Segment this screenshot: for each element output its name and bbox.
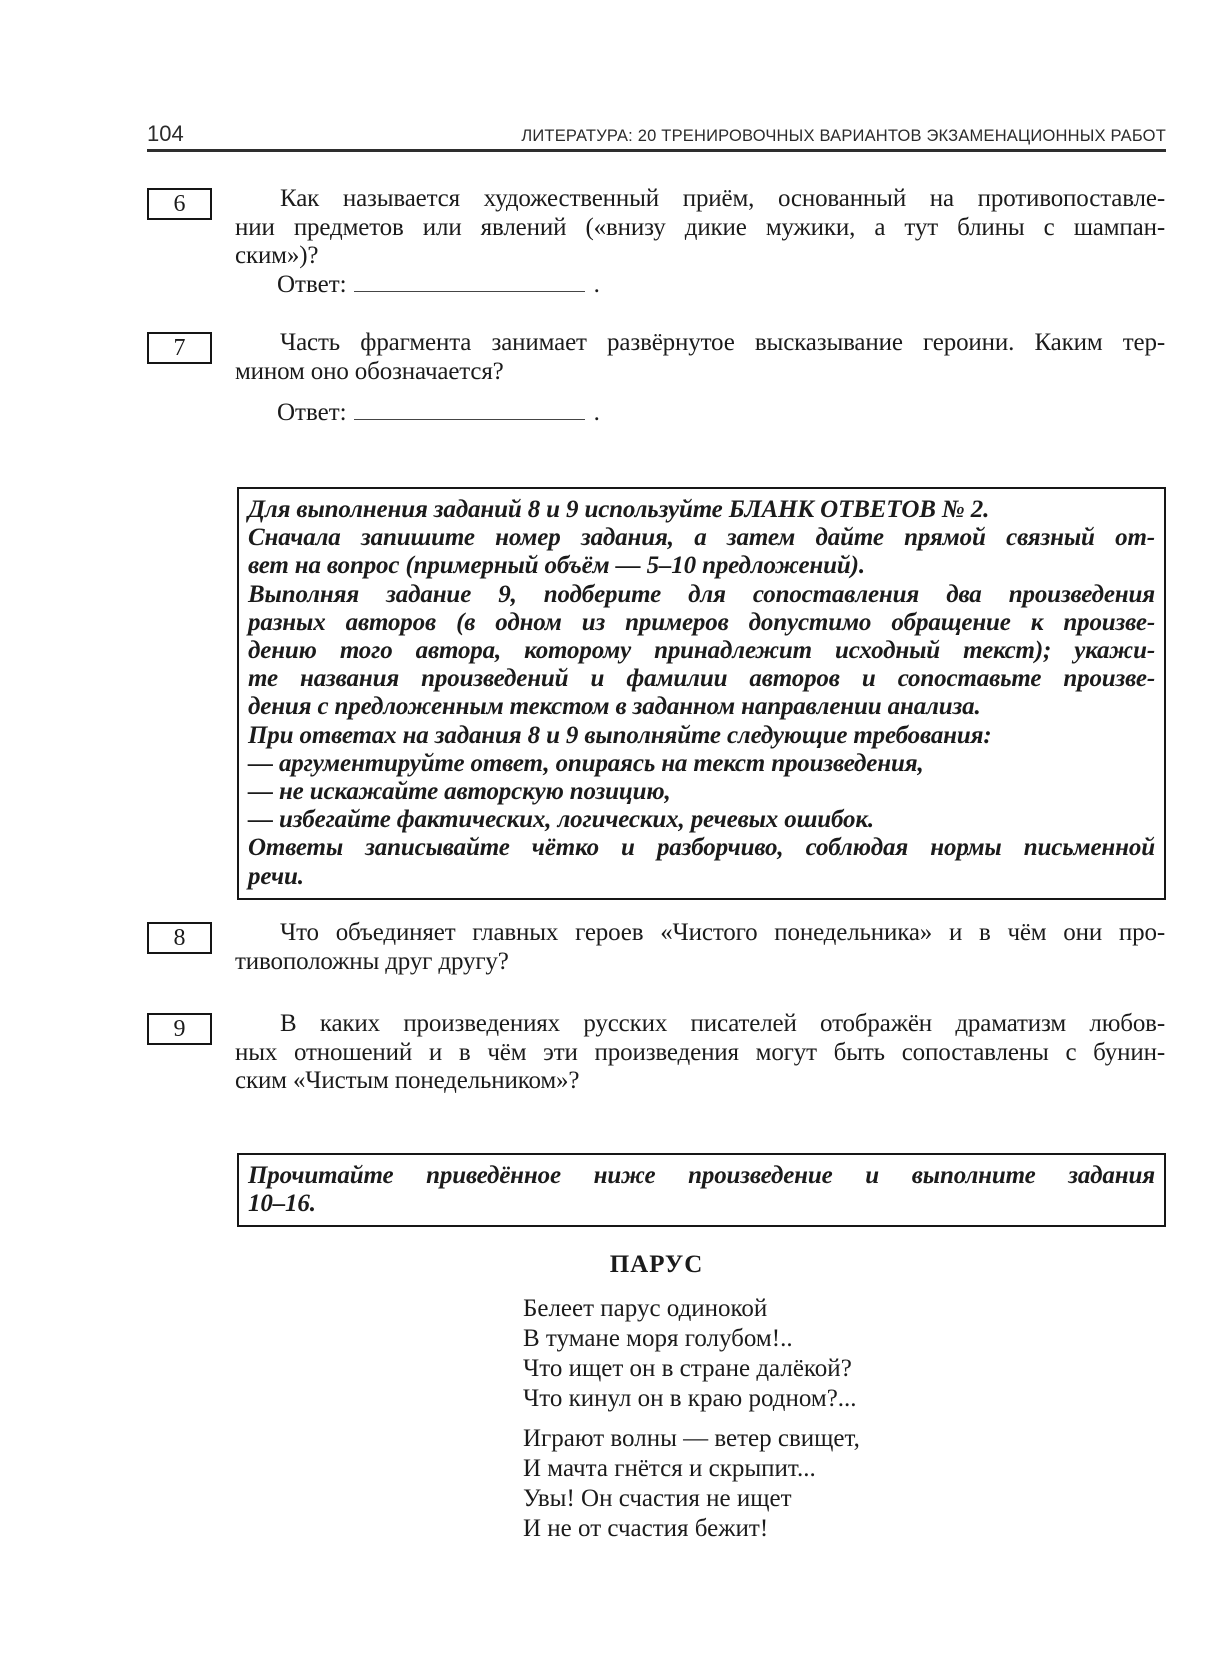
read-work-instructions-box xyxy=(237,1153,1166,1227)
instruction-line: разных авторов (в одном из примеров допустимо обращение к произве- xyxy=(248,608,1155,636)
instruction-line: — избегайте фактических, логических, речевых ошибок. xyxy=(248,806,874,834)
instruction-line: вет на вопрос (примерный объём — 5–10 предложений). xyxy=(248,552,865,580)
page-number: 104 xyxy=(147,121,184,146)
poem-stanza-2 xyxy=(523,1424,860,1544)
instruction-line: дения с предложенным текстом в заданном направлении анализа. xyxy=(248,693,981,721)
instruction-line: Прочитайте приведённое ниже произведение и выполните задания xyxy=(248,1162,1155,1189)
question-number-box xyxy=(147,922,212,954)
instruction-line: те названия произведений и фамилии авторов и сопоставьте произве- xyxy=(248,665,1155,693)
question-number: 8 xyxy=(173,924,186,951)
question-number-box xyxy=(147,332,212,364)
question-number: 6 xyxy=(173,190,186,217)
poem-stanza-1 xyxy=(523,1294,860,1414)
answer-instructions-box xyxy=(237,487,1166,900)
question-number-box xyxy=(147,188,212,220)
question-line: Часть фрагмента занимает развёрнутое высказывание героини. Каким тер- xyxy=(280,329,1165,356)
question-line: ским «Чистым понедельником»? xyxy=(235,1067,580,1094)
poem xyxy=(523,1294,860,1544)
poem-line: Белеет парус одинокой xyxy=(523,1295,768,1322)
question-number-box xyxy=(147,1013,212,1045)
header-divider xyxy=(147,149,1166,152)
instruction-line: Выполняя задание 9, подберите для сопоставления два произведения xyxy=(248,580,1155,608)
answer-period: . xyxy=(593,399,600,426)
question-line: ским»)? xyxy=(235,242,319,269)
poem-line: Увы! Он счастия не ищет xyxy=(523,1485,792,1512)
poem-line: В тумане моря голубом!.. xyxy=(523,1325,793,1352)
answer-blank-line xyxy=(354,275,585,292)
question-line: Как называется художественный приём, основанный на противопоставле- xyxy=(280,185,1165,212)
question-8-text xyxy=(235,919,1165,976)
question-line: нии предметов или явлений («внизу дикие мужики, а тут блины с шампан- xyxy=(235,213,1165,241)
instruction-line: дению того автора, которому принадлежит исходный текст); укажи- xyxy=(248,637,1155,665)
question-6-text xyxy=(235,185,1165,271)
question-9-text xyxy=(235,1010,1165,1096)
poem-line: И мачта гнётся и скрыпит... xyxy=(523,1455,816,1482)
poem-line: Что кинул он в краю родном?... xyxy=(523,1385,857,1412)
question-7-text xyxy=(235,329,1165,386)
question-line: Что объединяет главных героев «Чистого понедельника» и в чём они про- xyxy=(280,919,1165,946)
poem-title: ПАРУС xyxy=(609,1251,704,1278)
instruction-line: Ответы записывайте чётко и разборчиво, соблюдая нормы письменной xyxy=(248,834,1155,862)
question-number: 9 xyxy=(173,1015,186,1042)
instruction-line: — аргументируйте ответ, опираясь на текст произведения, xyxy=(248,749,924,777)
question-number: 7 xyxy=(173,334,186,361)
answer-blank-line xyxy=(354,403,585,420)
answer-row xyxy=(277,399,600,427)
answer-row xyxy=(277,271,600,299)
header-title: ЛИТЕРАТУРА: 20 ТРЕНИРОВОЧНЫХ ВАРИАНТОВ ЭКЗАМЕНАЦИОННЫХ РАБОТ xyxy=(521,127,1166,145)
poem-line: Играют волны — ветер свищет, xyxy=(523,1425,860,1452)
question-line: тивоположны друг другу? xyxy=(235,947,509,975)
instruction-line: Сначала запишите номер задания, а затем дайте прямой связный от- xyxy=(248,524,1155,552)
answer-label: Ответ: xyxy=(277,399,347,426)
instruction-line: 10–16. xyxy=(248,1190,316,1218)
answer-period: . xyxy=(593,271,600,298)
instruction-line: При ответах на задания 8 и 9 выполняйте следующие требования: xyxy=(248,721,992,749)
poem-line: Что ищет он в стране далёкой? xyxy=(523,1355,852,1382)
answer-label: Ответ: xyxy=(277,271,347,298)
instruction-line: Для выполнения заданий 8 и 9 используйте БЛАНК ОТВЕТОВ № 2. xyxy=(248,496,990,523)
instruction-line: речи. xyxy=(248,862,304,890)
poem-line: И не от счастия бежит! xyxy=(523,1515,769,1542)
question-line: В каких произведениях русских писателей отображён драматизм любов- xyxy=(280,1010,1165,1037)
question-line: мином оно обозначается? xyxy=(235,357,504,385)
instruction-line: — не искажайте авторскую позицию, xyxy=(248,778,671,806)
question-line: ных отношений и в чём эти произведения могут быть сопоставлены с бунин- xyxy=(235,1038,1165,1066)
